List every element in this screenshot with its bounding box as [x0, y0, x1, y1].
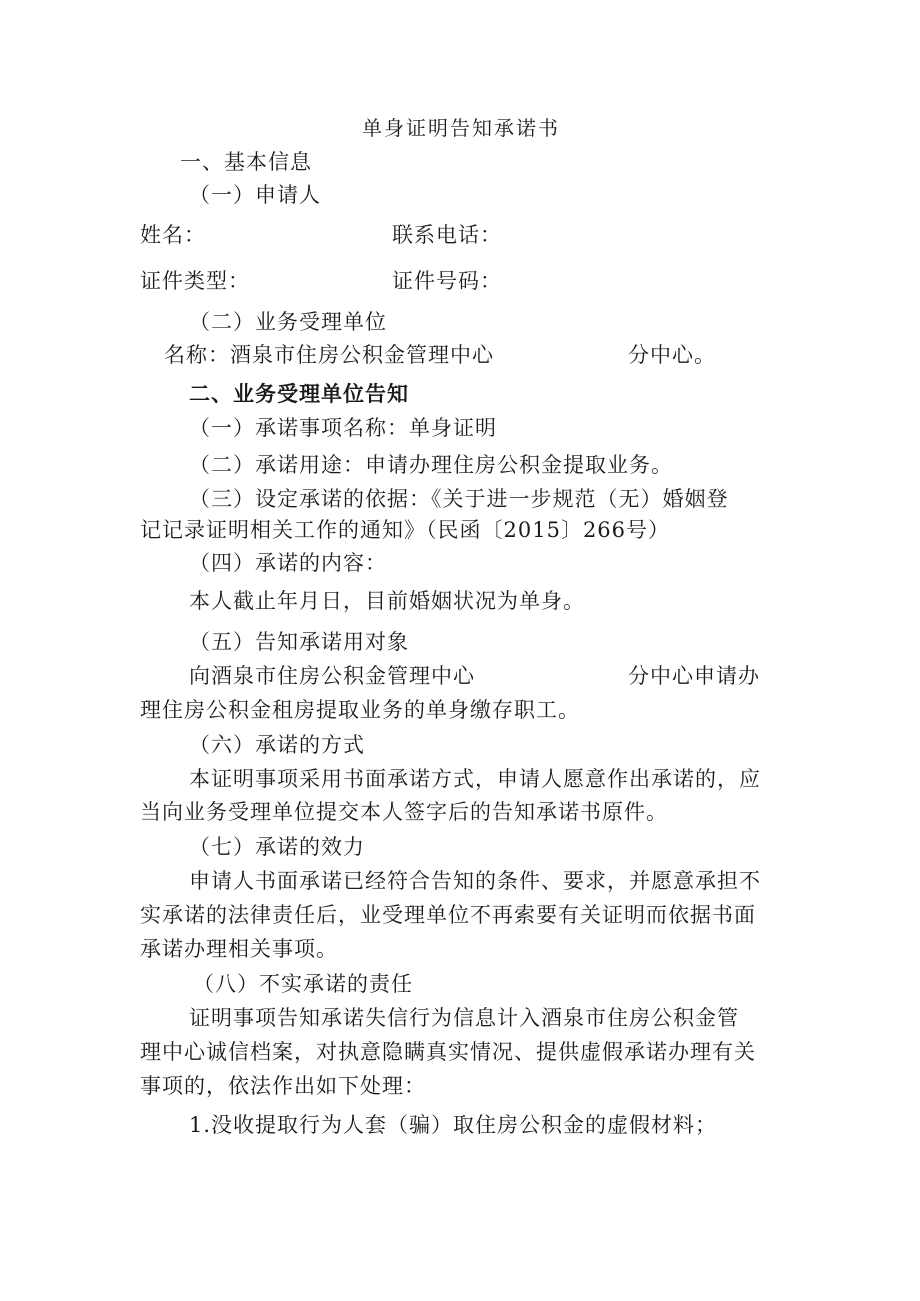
item-effect: （七）承诺的效力 — [189, 835, 365, 859]
method-body-line1: 本证明事项采用书面承诺方式，申请人愿意作出承诺的，应 — [189, 767, 761, 791]
phone-label: 联系电话： — [392, 223, 502, 247]
liability-body-line1: 证明事项告知承诺失信行为信息计入酒泉市住房公积金管 — [189, 1006, 739, 1030]
section-basic-info: 一、基本信息 — [180, 150, 312, 174]
effect-body-line2: 实承诺的法律责任后，业受理单位不再索要有关证明而依据书面 — [140, 903, 756, 927]
item-promise-name: （一）承诺事项名称：单身证明 — [189, 416, 497, 440]
item-promise-basis-line2: 记记录证明相关工作的通知》（民函〔2015〕266号） — [140, 518, 671, 542]
name-label: 姓名： — [140, 223, 206, 247]
target-body-line1-right: 分中心申请办 — [628, 664, 760, 688]
effect-body-line1: 申请人书面承诺已经符合告知的条件、要求，并愿意承担不 — [189, 869, 761, 893]
effect-body-line3: 承诺办理相关事项。 — [140, 937, 338, 961]
id-number-label: 证件号码： — [392, 269, 502, 293]
document-title: 单身证明告知承诺书 — [362, 116, 560, 140]
promise-content-body: 本人截止年月日，目前婚姻状况为单身。 — [189, 589, 585, 613]
liability-body-line3: 事项的，依法作出如下处理： — [140, 1074, 426, 1098]
liability-item-1: 1.没收提取行为人套（骗）取住房公积金的虚假材料； — [189, 1113, 718, 1137]
subsection-applicant: （一）申请人 — [189, 183, 321, 207]
method-body-line2: 当向业务受理单位提交本人签字后的告知承诺书原件。 — [140, 800, 668, 824]
item-method: （六）承诺的方式 — [189, 733, 365, 757]
item-target: （五）告知承诺用对象 — [189, 630, 409, 654]
unit-name-right: 分中心。 — [628, 343, 716, 367]
section-unit-notice: 二、业务受理单位告知 — [189, 382, 409, 406]
item-promise-purpose: （二）承诺用途：申请办理住房公积金提取业务。 — [189, 453, 673, 477]
target-body-line2: 理住房公积金租房提取业务的单身缴存职工。 — [140, 698, 580, 722]
id-type-label: 证件类型： — [140, 269, 250, 293]
liability-body-line2: 理中心诚信档案，对执意隐瞒真实情况、提供虚假承诺办理有关 — [140, 1040, 756, 1064]
subsection-handling-unit: （二）业务受理单位 — [189, 310, 387, 334]
unit-name-left: 名称：酒泉市住房公积金管理中心 — [164, 343, 494, 367]
item-promise-content: （四）承诺的内容： — [189, 551, 387, 575]
item-promise-basis-line1: （三）设定承诺的依据：《关于进一步规范（无）婚姻登 — [189, 487, 729, 511]
item-liability: （八）不实承诺的责任 — [193, 972, 413, 996]
target-body-line1-left: 向酒泉市住房公积金管理中心 — [189, 664, 475, 688]
